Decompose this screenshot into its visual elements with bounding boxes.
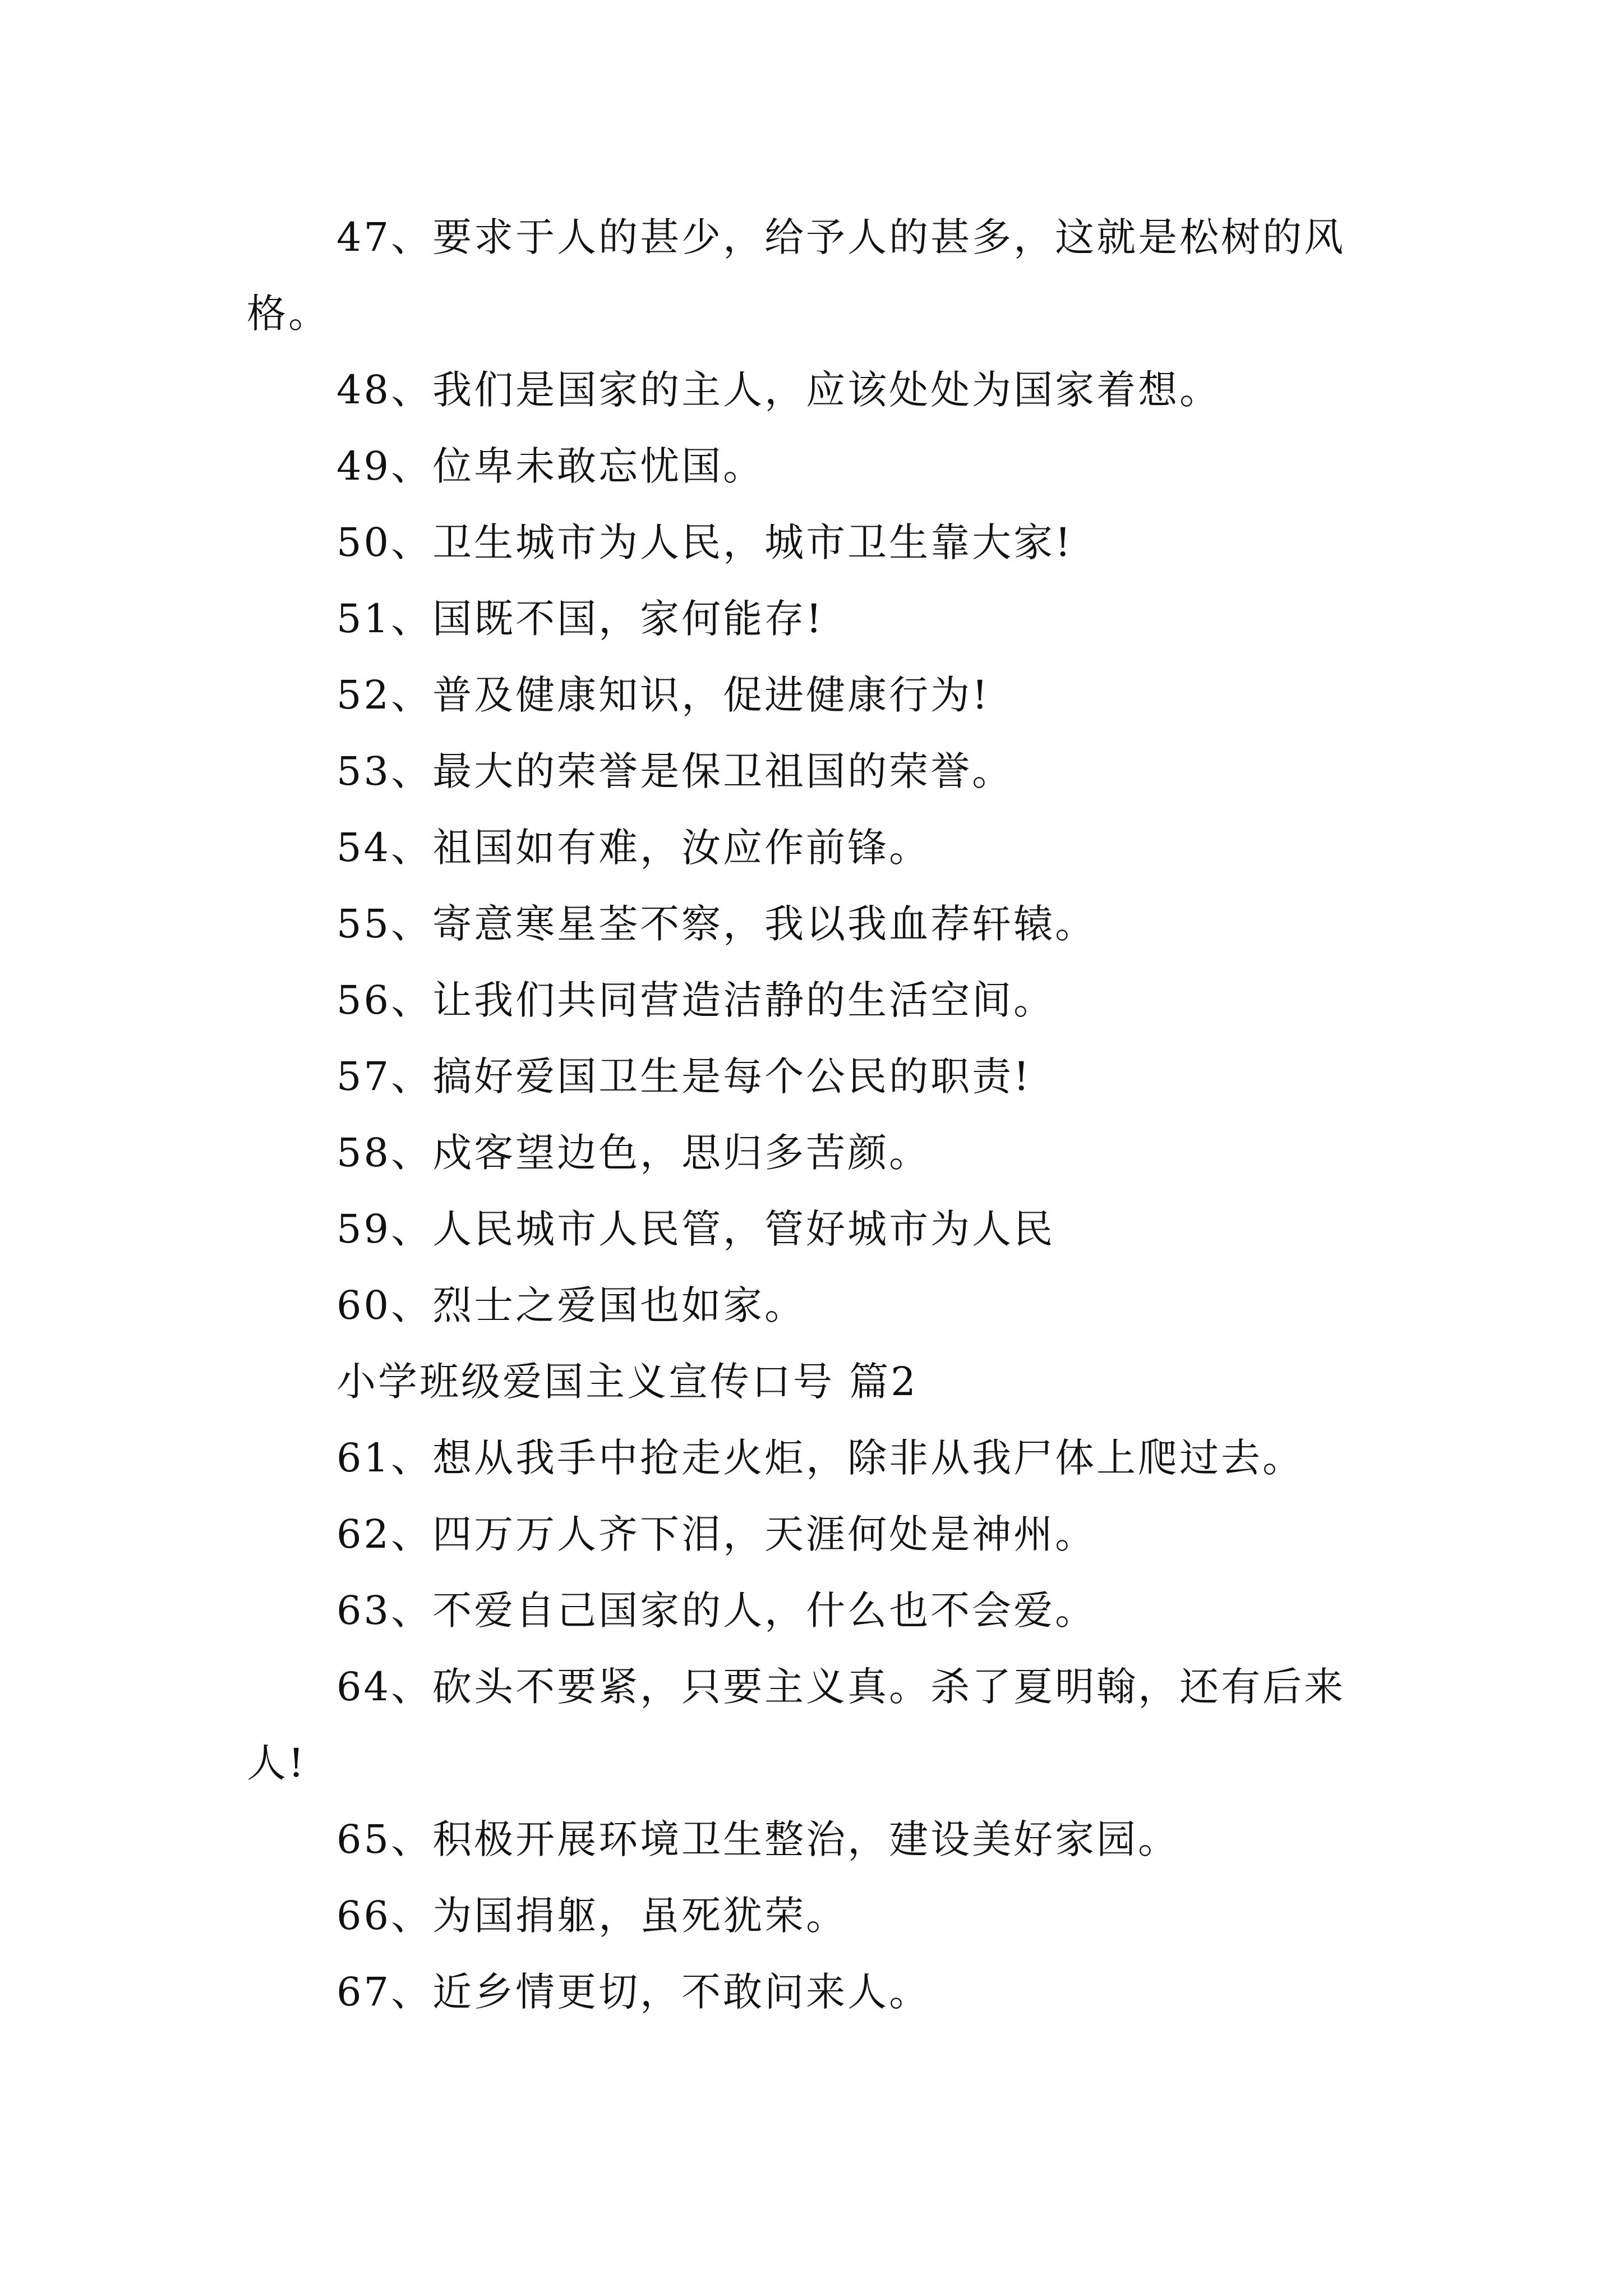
paragraph-56: 56、让我们共同营造洁静的生活空间。 bbox=[336, 977, 1055, 1023]
paragraph-50: 50、卫生城市为人民，城市卫生靠大家! bbox=[336, 519, 1073, 565]
paragraph-47: 47、要求于人的甚少，给予人的甚多，这就是松树的风格。 bbox=[247, 214, 1346, 337]
paragraph-58: 58、戍客望边色，思归多苦颜。 bbox=[336, 1130, 931, 1176]
paragraph-66: 66、为国捐躯，虽死犹荣。 bbox=[336, 1893, 848, 1939]
paragraph-49: 49、位卑未敢忘忧国。 bbox=[336, 443, 765, 489]
paragraph-60: 60、烈士之爱国也如家。 bbox=[336, 1282, 806, 1328]
paragraph-59: 59、人民城市人民管，管好城市为人民 bbox=[336, 1206, 1055, 1252]
document-body bbox=[247, 199, 1380, 2030]
paragraph-55: 55、寄意寒星荃不察，我以我血荐轩辕。 bbox=[336, 901, 1097, 947]
paragraph-64: 64、砍头不要紧，只要主义真。杀了夏明翰，还有后来人! bbox=[247, 1664, 1346, 1786]
paragraph-51: 51、国既不国，家何能存! bbox=[336, 596, 824, 642]
paragraph-48: 48、我们是国家的主人，应该处处为国家着想。 bbox=[336, 367, 1221, 413]
paragraph-65: 65、积极开展环境卫生整治，建设美好家园。 bbox=[336, 1816, 1180, 1862]
paragraph-61: 61、想从我手中抢走火炬，除非从我尸体上爬过去。 bbox=[336, 1435, 1304, 1481]
paragraph-52: 52、普及健康知识，促进健康行为! bbox=[336, 672, 990, 718]
paragraph-67: 67、近乡情更切，不敢问来人。 bbox=[336, 1969, 931, 2015]
paragraph-63: 63、不爱自己国家的人，什么也不会爱。 bbox=[336, 1588, 1097, 1634]
paragraph-62: 62、四万万人齐下泪，天涯何处是神州。 bbox=[336, 1511, 1097, 1557]
paragraph-53: 53、最大的荣誉是保卫祖国的荣誉。 bbox=[336, 748, 1014, 794]
paragraph-54: 54、祖国如有难，汝应作前锋。 bbox=[336, 825, 931, 871]
section-heading: 小学班级爱国主义宣传口号 篇2 bbox=[336, 1359, 918, 1405]
paragraph-57: 57、搞好爱国卫生是每个公民的职责! bbox=[336, 1053, 1032, 1099]
